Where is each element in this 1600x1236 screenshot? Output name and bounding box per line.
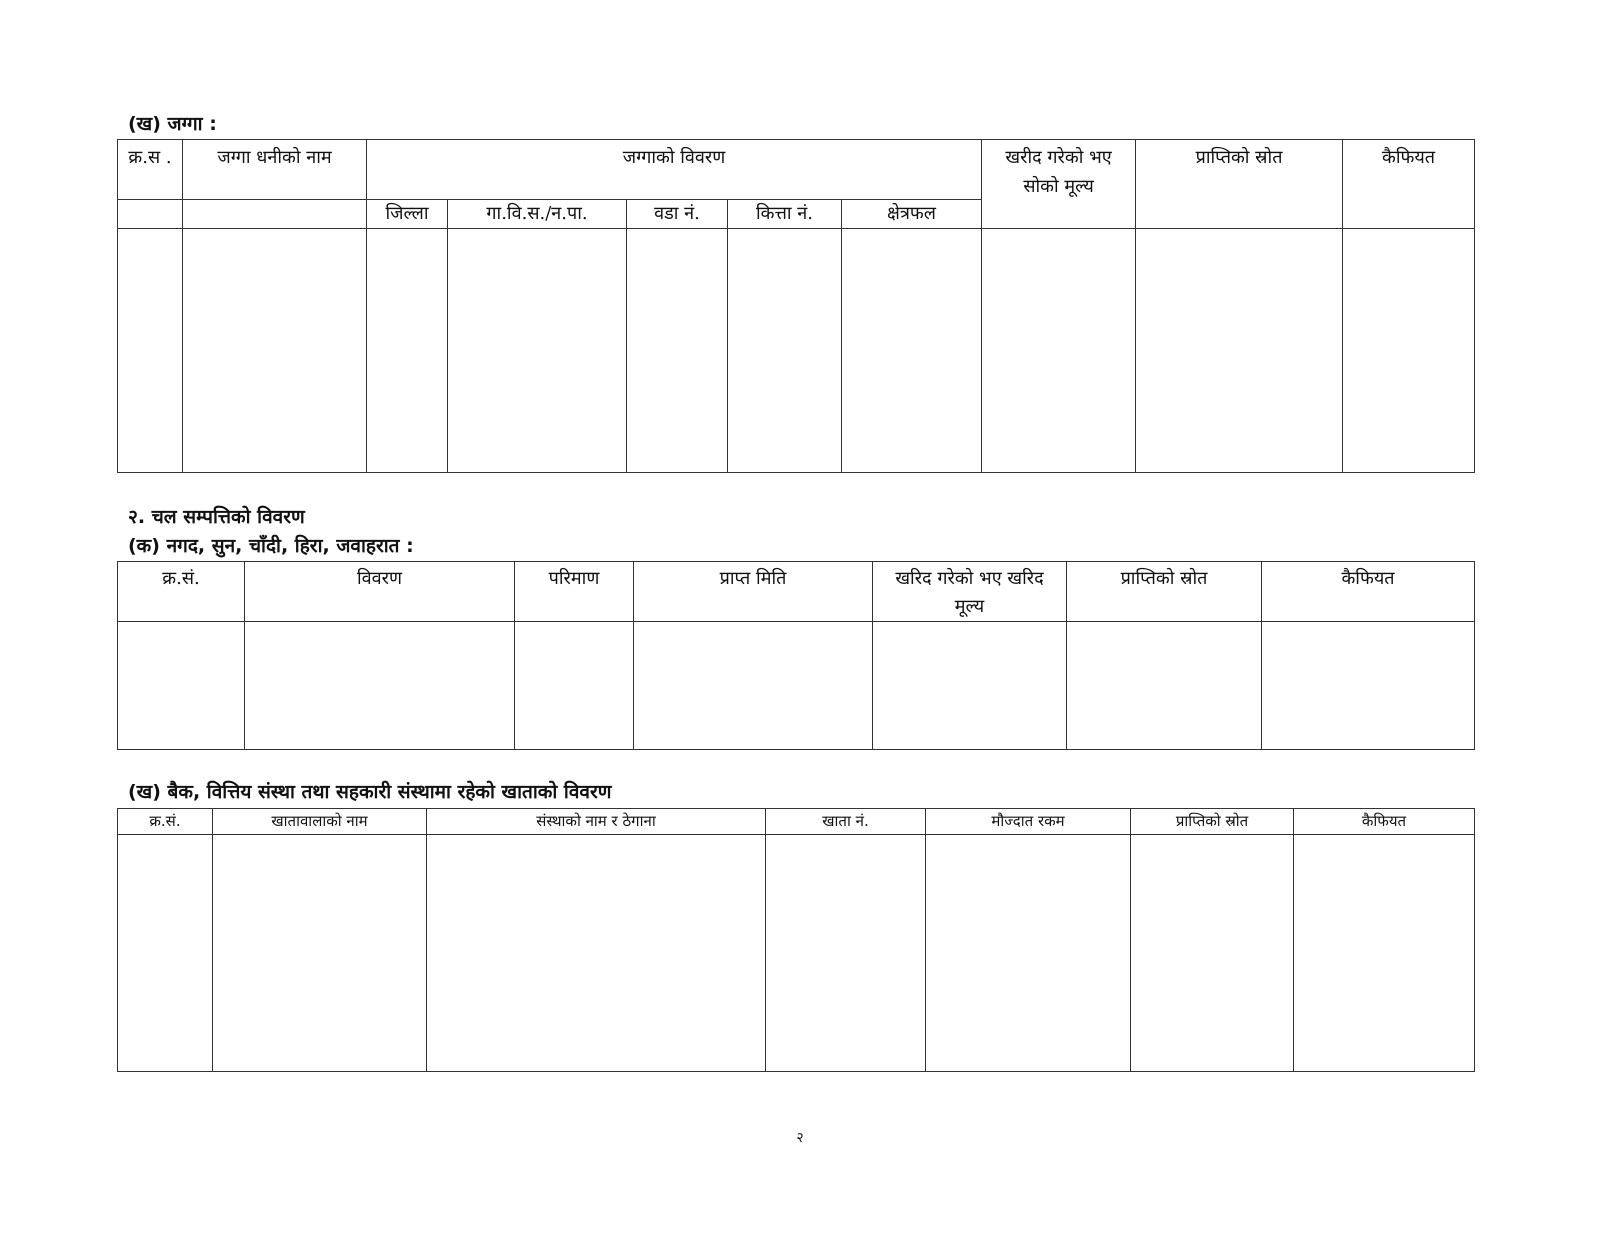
table-cell[interactable] xyxy=(1136,229,1343,473)
table-row xyxy=(118,229,1475,473)
col-details-header: विवरण xyxy=(245,562,515,622)
table-cell[interactable] xyxy=(766,835,926,1072)
col-ward-no-header: वडा नं. xyxy=(627,200,728,229)
col-purchase-value-header: खरीद गरेको भए सोको मूल्य xyxy=(982,140,1136,229)
table-cell[interactable] xyxy=(1067,622,1262,750)
col-serial-header: क्र.स . xyxy=(118,140,183,200)
bank-accounts-table xyxy=(117,808,1475,1072)
col-land-details-header: जग्गाको विवरण xyxy=(367,140,982,200)
table-cell[interactable] xyxy=(627,229,728,473)
table-cell[interactable] xyxy=(427,835,766,1072)
col-district-header: जिल्ला xyxy=(367,200,448,229)
col-purchase-value-header: खरिद गरेको भए खरिद मूल्य xyxy=(873,562,1067,622)
col-vdc-municipality-header: गा.वि.स./न.पा. xyxy=(448,200,627,229)
table-cell[interactable] xyxy=(1131,835,1294,1072)
table-cell[interactable] xyxy=(842,229,982,473)
table-cell[interactable] xyxy=(1294,835,1475,1072)
col-remarks-header: कैफियत xyxy=(1262,562,1475,622)
table-cell[interactable] xyxy=(634,622,873,750)
table-cell[interactable] xyxy=(1262,622,1475,750)
table-cell[interactable] xyxy=(118,622,245,750)
col-source-header: प्राप्तिको स्रोत xyxy=(1136,140,1343,229)
table-cell[interactable] xyxy=(245,622,515,750)
page-number: २ xyxy=(796,1130,804,1146)
bank-accounts-subheading: (ख) बैक, वित्तिय संस्था तथा सहकारी संस्थामा रहेको खाताको विवरण xyxy=(128,781,612,803)
empty-cell xyxy=(183,200,367,229)
table-row xyxy=(118,622,1475,750)
table-cell[interactable] xyxy=(183,229,367,473)
col-source-header: प्राप्तिको स्रोत xyxy=(1131,809,1294,835)
land-section-heading: (ख) जग्गा : xyxy=(128,113,217,135)
col-account-no-header: खाता नं. xyxy=(766,809,926,835)
table-cell[interactable] xyxy=(448,229,627,473)
table-cell[interactable] xyxy=(118,229,183,473)
col-serial-header: क्र.सं. xyxy=(118,809,213,835)
table-cell[interactable] xyxy=(926,835,1131,1072)
col-balance-header: मौज्दात रकम xyxy=(926,809,1131,835)
col-owner-name-header: जग्गा धनीको नाम xyxy=(183,140,367,200)
table-cell[interactable] xyxy=(982,229,1136,473)
col-remarks-header: कैफियत xyxy=(1343,140,1475,229)
empty-cell xyxy=(118,200,183,229)
cash-gold-table xyxy=(117,561,1475,750)
table-cell[interactable] xyxy=(118,835,213,1072)
cash-gold-subheading: (क) नगद, सुन, चाँदी, हिरा, जवाहरात : xyxy=(128,535,414,557)
table-row xyxy=(118,835,1475,1072)
col-quantity-header: परिमाण xyxy=(515,562,634,622)
col-plot-no-header: कित्ता नं. xyxy=(728,200,842,229)
table-cell[interactable] xyxy=(873,622,1067,750)
table-cell[interactable] xyxy=(1343,229,1475,473)
col-area-header: क्षेत्रफल xyxy=(842,200,982,229)
table-cell[interactable] xyxy=(367,229,448,473)
col-serial-header: क्र.सं. xyxy=(118,562,245,622)
col-institution-header: संस्थाको नाम र ठेगाना xyxy=(427,809,766,835)
table-cell[interactable] xyxy=(515,622,634,750)
land-table xyxy=(117,139,1475,473)
col-source-header: प्राप्तिको स्रोत xyxy=(1067,562,1262,622)
table-cell[interactable] xyxy=(728,229,842,473)
col-remarks-header: कैफियत xyxy=(1294,809,1475,835)
table-cell[interactable] xyxy=(213,835,427,1072)
col-date-acquired-header: प्राप्त मिति xyxy=(634,562,873,622)
movable-section-heading: २. चल सम्पत्तिको विवरण xyxy=(128,506,305,528)
col-account-holder-header: खातावालाको नाम xyxy=(213,809,427,835)
